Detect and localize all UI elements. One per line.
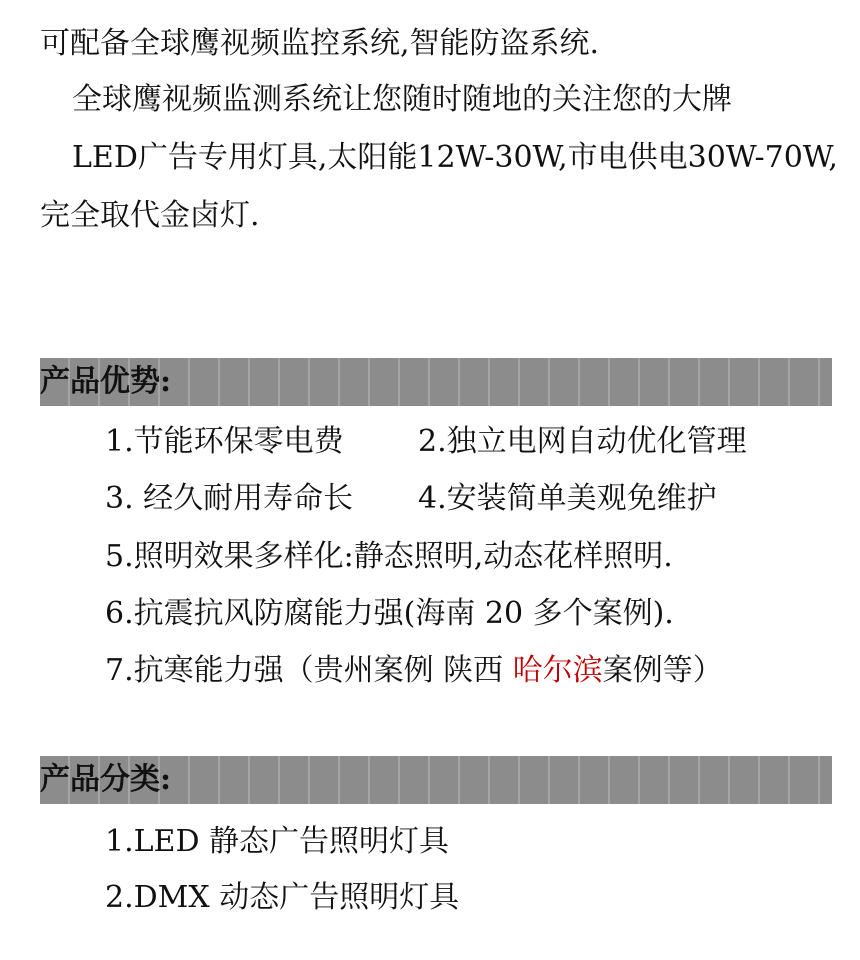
harbin-highlight: 哈尔滨 [512,653,603,688]
advantage-item-5: 5.照明效果多样化:静态照明,动态花样照明. [105,539,673,574]
advantage-item-7-suffix: 案例等） [602,653,723,688]
intro-line-3: LED广告专用灯具,太阳能12W-30W,市电供电30W-70W, [72,140,838,175]
advantage-item-7-text: 7.抗寒能力强（贵州案例 陕西 [105,653,513,688]
advantage-item-4: 4.安装简单美观免维护 [418,481,717,516]
intro-line-2: 全球鹰视频监测系统让您随时随地的关注您的大牌 [72,82,732,117]
advantages-title: 产品优势: [40,364,172,399]
categories-header-band [40,756,832,804]
category-item-2: 2.DMX 动态广告照明灯具 [105,880,460,915]
advantage-item-7 [105,651,723,691]
intro-line-4: 完全取代金卤灯. [40,198,260,233]
advantage-item-3: 3. 经久耐用寿命长 [105,481,354,516]
advantage-item-6: 6.抗震抗风防腐能力强(海南 20 多个案例). [105,596,674,631]
categories-title: 产品分类: [40,762,172,797]
advantages-header-band [40,358,832,406]
intro-line-1: 可配备全球鹰视频监控系统,智能防盗系统. [40,26,600,61]
category-item-1: 1.LED 静态广告照明灯具 [105,824,450,859]
advantage-item-2: 2.独立电网自动优化管理 [418,424,747,459]
advantage-item-1: 1.节能环保零电费 [105,424,344,459]
